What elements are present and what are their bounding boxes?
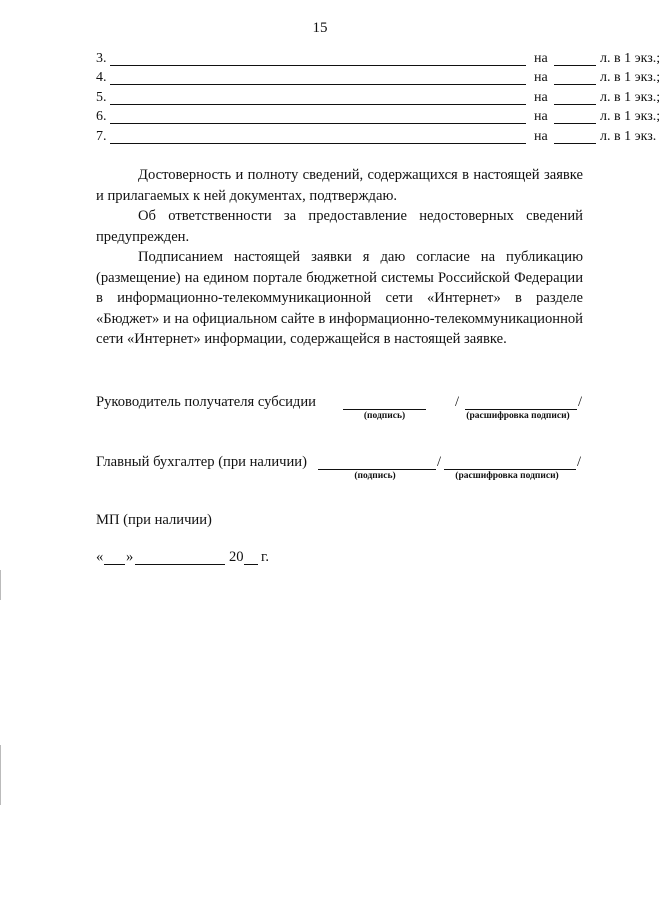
document-name-line[interactable]	[110, 104, 526, 105]
attachment-row	[96, 69, 660, 87]
na-label: на	[534, 51, 548, 66]
attachment-row	[96, 50, 660, 68]
sheet-count-line[interactable]	[554, 143, 596, 144]
row-number: 4.	[96, 70, 107, 85]
year-suffix: г.	[261, 549, 269, 565]
year-line[interactable]	[244, 564, 258, 565]
open-quote: «	[96, 549, 104, 565]
document-name-line[interactable]	[110, 123, 526, 124]
accountant-signature-label: Главный бухгалтер (при наличии)	[96, 454, 307, 470]
copies-label: л. в 1 экз.;	[600, 70, 660, 85]
sheet-count-line[interactable]	[554, 104, 596, 105]
page-number: 15	[312, 20, 328, 36]
month-line[interactable]	[135, 564, 225, 565]
attachment-row	[96, 108, 660, 126]
accountant-decode-line[interactable]	[444, 469, 576, 470]
na-label: на	[534, 109, 548, 124]
sheet-count-line[interactable]	[554, 123, 596, 124]
close-quote: »	[126, 549, 134, 565]
document-name-line[interactable]	[110, 84, 526, 85]
attachment-row	[96, 89, 660, 107]
row-number: 6.	[96, 109, 107, 124]
head-signature-label: Руководитель получателя субсидии	[96, 394, 316, 410]
slash: /	[437, 454, 442, 470]
na-label: на	[534, 129, 548, 144]
document-name-line[interactable]	[110, 143, 526, 144]
scan-edge-mark	[0, 570, 1, 600]
slash: /	[577, 454, 582, 470]
head-signature-line[interactable]	[343, 409, 426, 410]
row-number: 3.	[96, 51, 107, 66]
copies-label: л. в 1 экз.;	[600, 90, 660, 105]
consent-paragraph: Подписанием настоящей заявки я даю согласие на публикацию (размещение) на едином портале бюджетной системы Российской Федерации в информационно-телекоммуникационной сети «Интернет» в разделе «Бюджет» и на официальном сайте в информационно-телекоммуникационной сети «Интернет» информации, содержащейся в настоящей заявке.	[96, 249, 583, 347]
scan-edge-mark	[0, 745, 1, 805]
decode-caption: (расшифровка подписи)	[455, 471, 559, 481]
copies-label: л. в 1 экз.;	[600, 109, 660, 124]
confirmation-paragraph: Достоверность и полноту сведений, содержащихся в настоящей заявке и прилагаемых к ней документах, подтверждаю.	[96, 167, 583, 204]
na-label: на	[534, 90, 548, 105]
year-prefix: 20	[229, 549, 244, 565]
stamp-label: МП (при наличии)	[96, 512, 212, 528]
head-decode-line[interactable]	[465, 409, 577, 410]
decode-caption: (расшифровка подписи)	[466, 411, 570, 421]
slash: /	[578, 394, 583, 410]
copies-label: л. в 1 экз.	[600, 129, 657, 144]
sheet-count-line[interactable]	[554, 84, 596, 85]
responsibility-paragraph: Об ответственности за предоставление недостоверных сведений предупрежден.	[96, 208, 583, 245]
document-name-line[interactable]	[110, 65, 526, 66]
row-number: 5.	[96, 90, 107, 105]
sheet-count-line[interactable]	[554, 65, 596, 66]
na-label: на	[534, 70, 548, 85]
accountant-signature-line[interactable]	[318, 469, 436, 470]
attachment-row	[96, 128, 657, 146]
day-line[interactable]	[104, 564, 125, 565]
slash: /	[455, 394, 460, 410]
copies-label: л. в 1 экз.;	[600, 51, 660, 66]
row-number: 7.	[96, 129, 107, 144]
signature-caption: (подпись)	[363, 411, 406, 421]
signature-caption: (подпись)	[354, 471, 396, 481]
